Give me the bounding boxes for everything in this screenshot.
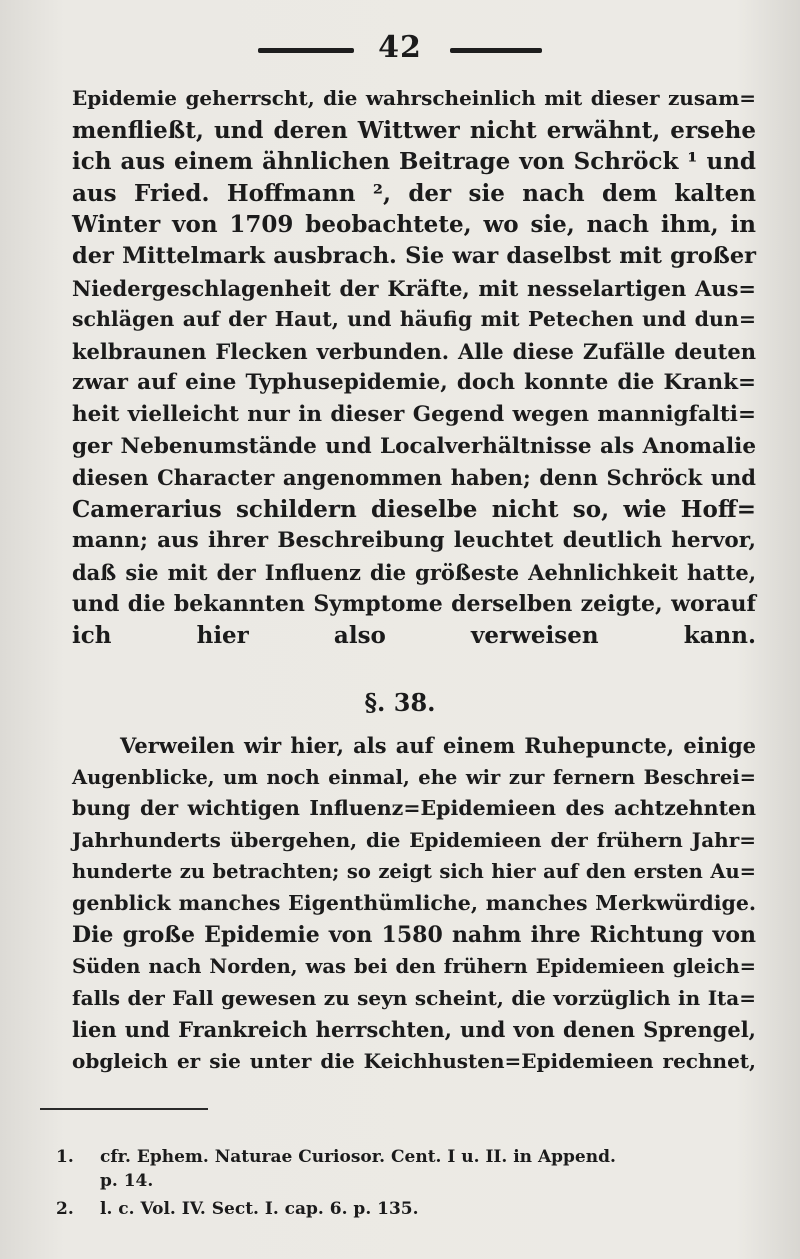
section-heading: §. 38. xyxy=(364,688,436,717)
text-line: zwar auf eine Typhusepidemie, doch konnte die Krank= xyxy=(72,370,756,396)
footnote-text: cfr. Ephem. Naturae Curiosor. Cent. I u. II. in Append. xyxy=(100,1147,616,1167)
text-line: heit vielleicht nur in dieser Gegend wegen mannigfalti= xyxy=(72,401,756,427)
footnote-1 xyxy=(56,1146,756,1168)
text-line: der Mittelmark ausbrach. Sie war daselbst mit großer xyxy=(72,242,756,269)
paragraph-2 xyxy=(72,730,756,1078)
text-line: ich aus einem ähnlichen Beitrage von Schröck ¹ und xyxy=(72,148,756,176)
text-line: falls der Fall gewesen zu seyn scheint, die vorzüglich in Ita= xyxy=(72,985,756,1010)
header-rule-right xyxy=(450,48,542,53)
footnote-1-continuation: p. 14. xyxy=(100,1171,154,1191)
text-line: Die große Epidemie von 1580 nahm ihre Richtung von xyxy=(72,921,756,948)
text-line: aus Fried. Hoffmann ², der sie nach dem kalten xyxy=(72,179,756,207)
text-line: und die bekannten Symptome derselben zeigte, worauf xyxy=(72,590,756,617)
page-number: 42 xyxy=(378,30,422,65)
paragraph-1 xyxy=(72,83,756,652)
text-line: Winter von 1709 beobachtete, wo sie, nach ihm, in xyxy=(72,211,756,239)
text-line: hunderte zu betrachten; so zeigt sich hier auf den ersten Au= xyxy=(72,860,756,884)
text-line: genblick manches Eigenthümliche, manches Merkwürdige. xyxy=(72,890,756,915)
text-line: mann; aus ihrer Beschreibung leuchtet deutlich hervor, xyxy=(72,528,756,554)
footnote-text: l. c. Vol. IV. Sect. I. cap. 6. p. 135. xyxy=(100,1199,419,1219)
header-rule-left xyxy=(258,48,354,53)
text-line: kelbraunen Flecken verbunden. Alle diese Zufälle deuten xyxy=(72,338,756,364)
text-line: Camerarius schildern dieselbe nicht so, wie Hoff= xyxy=(72,495,756,523)
text-line: lien und Frankreich herrschten, und von denen Sprengel, xyxy=(72,1017,756,1043)
footnote-marker: 1. xyxy=(56,1147,74,1167)
text-line: Jahrhunderts übergehen, die Epidemieen der frühern Jahr= xyxy=(72,827,756,852)
text-line: bung der wichtigen Influenz=Epidemieen des achtzehnten xyxy=(72,796,756,821)
text-line: menfließt, und deren Wittwer nicht erwähnt, ersehe xyxy=(72,116,756,144)
text-line: Niedergeschlagenheit der Kräfte, mit nesselartigen Aus= xyxy=(72,275,756,301)
footnote-marker: 2. xyxy=(56,1199,74,1219)
text-line: Augenblicke, um noch einmal, ehe wir zur fernern Beschrei= xyxy=(72,765,756,789)
text-line: obgleich er sie unter die Keichhusten=Epidemieen rechnet, xyxy=(72,1048,756,1073)
text-line: daß sie mit der Influenz die größeste Aehnlichkeit hatte, xyxy=(72,559,756,585)
footnote-rule xyxy=(40,1108,208,1110)
text-line: Epidemie geherrscht, die wahrscheinlich mit dieser zusam= xyxy=(72,86,756,110)
text-line: schlägen auf der Haut, und häufig mit Petechen und dun= xyxy=(72,307,756,332)
footnote-2 xyxy=(56,1198,756,1220)
page-header xyxy=(0,30,800,70)
text-line: ich hier also verweisen kann. xyxy=(72,622,756,650)
text-line: Verweilen wir hier, als auf einem Ruhepuncte, einige xyxy=(120,733,756,758)
text-line: ger Nebenumstände und Localverhältnisse als Anomalie xyxy=(72,433,756,459)
text-line: diesen Character angenommen haben; denn Schröck und xyxy=(72,465,756,491)
text-line: Süden nach Norden, was bei den frühern Epidemieen gleich= xyxy=(72,955,756,979)
